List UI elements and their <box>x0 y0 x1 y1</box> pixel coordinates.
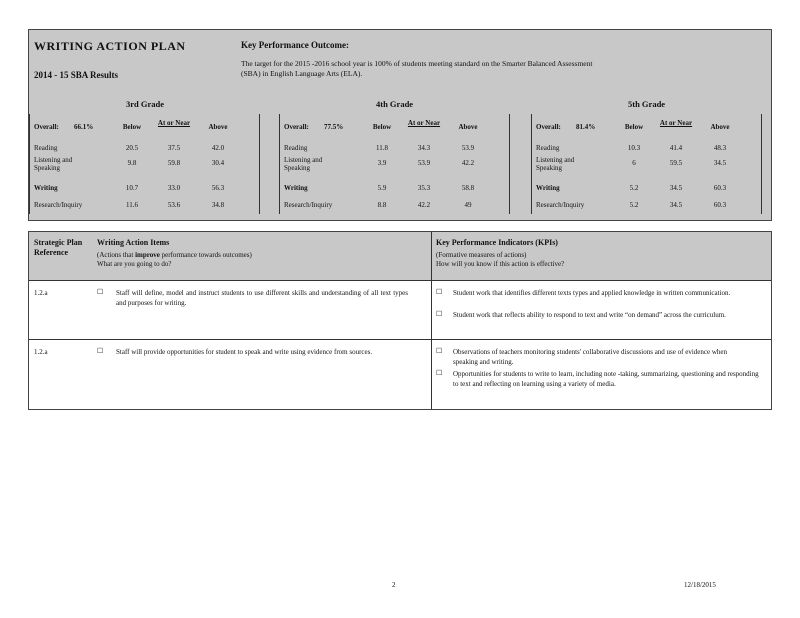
cell-value: 49 <box>464 201 472 209</box>
row-label: Research/Inquiry <box>34 201 83 209</box>
row-label: Writing <box>536 184 560 192</box>
overall-label: Overall: <box>536 123 561 131</box>
cell-value: 60.3 <box>713 201 727 209</box>
row-1-action: Staff will define, model and instruct students to use different skills and understanding of all text types and purposes for writing. <box>116 289 408 307</box>
checkbox-bullet-icon: ☐ <box>436 347 443 355</box>
column-header: Below <box>122 123 142 131</box>
row-1-kpi-2: Student work that reflects ability to respond to text and write “on demand” across the curriculum. <box>453 311 726 319</box>
row-2-action: Staff will provide opportunities for student to speak and write using evidence from sources. <box>116 348 373 356</box>
cell-value: 9.8 <box>127 159 137 167</box>
kpo-text-2: (SBA) in English Language Arts (ELA). <box>241 69 363 78</box>
row-label: Research/Inquiry <box>284 201 333 209</box>
grade-title: 4th Grade <box>376 99 414 109</box>
row-2-kpi-2: Opportunities for students to write to learn, including note -taking, summarizing, questioning and responding to text and reflecting on learning using a variety of media. <box>453 370 759 388</box>
row-1-reference: 1.2.a <box>34 289 48 297</box>
cell-value: 53.9 <box>461 144 475 152</box>
page-number: 2 <box>392 581 396 589</box>
header-kpi-sub-1: (Formative measures of actions) <box>436 251 527 259</box>
cell-value: 35.3 <box>417 184 431 192</box>
row-label: Reading <box>284 144 308 152</box>
cell-value: 11.6 <box>126 201 138 209</box>
header-kpi-sub-2: How will you know if this action is effective? <box>436 260 565 268</box>
column-header: At or Near <box>157 119 191 127</box>
cell-value: 53.6 <box>167 201 181 209</box>
overall-label: Overall: <box>34 123 59 131</box>
cell-value: 34.5 <box>669 201 683 209</box>
cell-value: 59.5 <box>669 159 683 167</box>
cell-value: 3.9 <box>377 159 387 167</box>
cell-value: 42.2 <box>417 201 431 209</box>
cell-value: 42.0 <box>211 144 225 152</box>
action-table <box>28 231 772 410</box>
cell-value: 5.2 <box>629 201 639 209</box>
header-action-sub-1: (Actions that improve performance towards outcomes) <box>97 251 252 259</box>
cell-value: 59.8 <box>167 159 181 167</box>
checkbox-bullet-icon: ☐ <box>436 288 443 296</box>
overall-value: 66.1% <box>74 123 94 131</box>
cell-value: 34.5 <box>669 184 683 192</box>
kpo-label: Key Performance Outcome: <box>241 40 349 50</box>
header-plan-reference: Strategic Plan Reference <box>34 238 83 257</box>
kpo-text-1: The target for the 2015 -2016 school year is 100% of students meeting standard on the Smarter Balanced Assessment <box>241 59 593 68</box>
cell-value: 11.8 <box>376 144 388 152</box>
row-label: Writing <box>34 184 58 192</box>
cell-value: 5.9 <box>377 184 387 192</box>
cell-value: 56.3 <box>211 184 225 192</box>
column-header: Below <box>624 123 644 131</box>
row-label: Listening and Speaking <box>34 156 73 172</box>
cell-value: 10.3 <box>627 144 641 152</box>
grade-title: 3rd Grade <box>126 99 165 109</box>
checkbox-bullet-icon: ☐ <box>436 310 443 318</box>
results-panel <box>28 29 772 221</box>
cell-value: 41.4 <box>669 144 683 152</box>
column-header: Above <box>710 123 730 131</box>
overall-value: 81.4% <box>576 123 596 131</box>
row-label: Listening and Speaking <box>284 156 323 172</box>
row-label: Reading <box>536 144 560 152</box>
cell-value: 8.8 <box>377 201 387 209</box>
cell-value: 60.3 <box>713 184 727 192</box>
cell-value: 6 <box>632 159 636 167</box>
cell-value: 10.7 <box>125 184 139 192</box>
row-label: Listening and Speaking <box>536 156 575 172</box>
footer-date: 12/18/2015 <box>684 581 716 589</box>
overall-value: 77.5% <box>324 123 344 131</box>
cell-value: 30.4 <box>211 159 225 167</box>
plan-subtitle: 2014 - 15 SBA Results <box>34 70 119 80</box>
grade-title: 5th Grade <box>628 99 666 109</box>
header-kpi: Key Performance Indicators (KPIs) <box>436 238 558 247</box>
cell-value: 20.5 <box>125 144 139 152</box>
row-label: Research/Inquiry <box>536 201 585 209</box>
column-header: Below <box>372 123 392 131</box>
overall-label: Overall: <box>284 123 309 131</box>
column-header: Above <box>208 123 228 131</box>
checkbox-bullet-icon: ☐ <box>436 369 443 377</box>
cell-value: 34.5 <box>713 159 727 167</box>
cell-value: 34.8 <box>211 201 225 209</box>
cell-value: 34.3 <box>417 144 431 152</box>
column-header: At or Near <box>407 119 441 127</box>
cell-value: 5.2 <box>629 184 639 192</box>
plan-title: WRITING ACTION PLAN <box>34 39 186 53</box>
header-action-sub-2: What are you going to do? <box>97 260 172 268</box>
column-header: At or Near <box>659 119 693 127</box>
cell-value: 58.8 <box>461 184 475 192</box>
column-header: Above <box>458 123 478 131</box>
header-action-items: Writing Action Items <box>97 238 170 247</box>
row-1-kpi-1: Student work that identifies different texts types and applied knowledge in written communication. <box>453 289 731 297</box>
row-2-reference: 1.2.a <box>34 348 48 356</box>
checkbox-bullet-icon: ☐ <box>97 288 104 296</box>
cell-value: 53.9 <box>417 159 431 167</box>
row-label: Reading <box>34 144 58 152</box>
row-label: Writing <box>284 184 308 192</box>
row-2-kpi-1: Observations of teachers monitoring students' collaborative discussions and use of evidence when speaking and writing. <box>453 348 727 366</box>
cell-value: 48.3 <box>713 144 727 152</box>
cell-value: 37.5 <box>167 144 181 152</box>
checkbox-bullet-icon: ☐ <box>97 347 104 355</box>
cell-value: 33.0 <box>167 184 181 192</box>
cell-value: 42.2 <box>461 159 475 167</box>
